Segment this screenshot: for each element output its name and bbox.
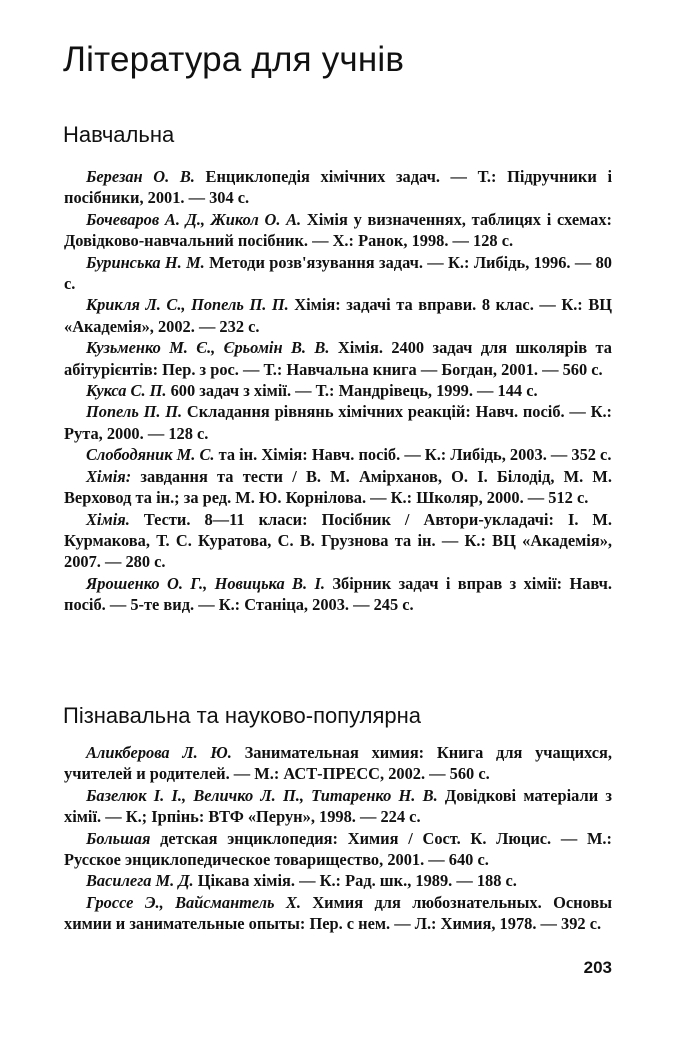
entry-author: Хімія: xyxy=(86,466,132,486)
entry-author: Аликберова Л. Ю. xyxy=(86,743,232,762)
page-title: Література для учнів xyxy=(63,40,405,79)
entry-author: Ярошенко О. Г., Новицька В. І. xyxy=(86,573,325,593)
entry-details: Методи розв'язування задач. — К.: Либідь, 1996. — 80 с. xyxy=(64,252,612,294)
bibliography-entry xyxy=(64,444,612,465)
entry-details: детская энциклопедия: Химия / Сост. К. Люцис. — М.: Русское энциклопедическое товарищество, 2001. — 640 с. xyxy=(64,828,612,870)
entry-author: Слободяник М. С. xyxy=(86,445,215,465)
bibliography-entry xyxy=(64,466,612,509)
bibliography-entry xyxy=(64,742,612,785)
entry-details: Хімія у визначеннях, таблицях і схемах: Довідково-навчальний посібник. — Х.: Ранок, 1998. — 128 с. xyxy=(64,209,612,251)
entry-author: Хімія. xyxy=(86,509,130,529)
entry-details: Збірник задач і вправ з хімії: Навч. посіб. — 5-те вид. — К.: Станіца, 2003. — 245 с. xyxy=(64,573,613,615)
bibliography-entry xyxy=(64,166,612,209)
entry-author: Буринська Н. М. xyxy=(86,252,205,272)
entry-details: Хімія: задачі та вправи. 8 клас. — К.: ВЦ «Академія», 2002. — 232 с. xyxy=(64,295,612,336)
bibliography-entry xyxy=(64,892,612,935)
bibliography-entry xyxy=(64,380,612,401)
entry-details: Химия для любознательных. Основы химии и занимательные опыты: Пер. с нем. — Л.: Химия, 1978. — 392 с. xyxy=(64,892,612,934)
entry-author: Попель П. П. xyxy=(86,402,183,422)
entry-details: Тести. 8—11 класи: Посібник / Автори-укладачі: І. М. Курмакова, Т. С. Куратова, С. В. Грузнова та ін. — К.: ВЦ «Академія», 2007. — 280 с. xyxy=(64,509,612,572)
entry-details: Занимательная химия: Книга для учащихся, учителей и родителей. — М.: АСТ-ПРЕСС, 2002. — 560 с. xyxy=(64,743,612,784)
entry-author: Базелюк І. І., Величко Л. П., Титаренко Н. В. xyxy=(86,785,438,805)
entry-author: Большая xyxy=(86,828,151,848)
entry-details: 600 задач з хімії. — Т.: Мандрівець, 1999. — 144 с. xyxy=(166,381,538,401)
popular-science-bibliography-list xyxy=(64,742,612,935)
entry-details: Енциклопедія хімічних задач. — Т.: Підручники і посібники, 2001. — 304 с. xyxy=(64,167,613,208)
bibliography-entry xyxy=(64,252,612,295)
entry-author: Василега М. Д. xyxy=(86,871,194,891)
page-number: 203 xyxy=(583,958,612,977)
bibliography-entry xyxy=(64,401,612,444)
bibliography-entry xyxy=(64,337,612,380)
entry-author: Крикля Л. С., Попель П. П. xyxy=(86,295,289,315)
bibliography-entry xyxy=(64,573,612,616)
section-title-educational: Навчальна xyxy=(63,122,175,147)
entry-details: завдання та тести / В. М. Амірханов, О. І. Білодід, М. М. Верховод та ін.; за ред. М. Ю. Корнілова. — К.: Школяр, 2000. — 512 с. xyxy=(64,466,612,508)
entry-author: Гроссе Э., Вайсмантель Х. xyxy=(86,892,301,912)
educational-bibliography-list xyxy=(64,166,612,616)
bibliography-entry xyxy=(64,828,612,871)
entry-details: Довідкові матеріали з хімії. — К.; Ірпінь: ВТФ «Перун», 1998. — 224 с. xyxy=(64,785,612,827)
entry-details: Цікава хімія. — К.: Рад. шк., 1989. — 188 с. xyxy=(193,871,517,891)
bibliography-entry xyxy=(64,209,612,252)
bibliography-entry xyxy=(64,870,612,891)
entry-author: Березан О. В. xyxy=(86,167,195,186)
entry-author: Бочеваров А. Д., Жикол О. А. xyxy=(86,209,302,229)
bibliography-entry xyxy=(64,785,612,828)
section-title-popular-science: Пізнавальна та науково-популярна xyxy=(63,703,422,728)
entry-author: Кукса С. П. xyxy=(86,381,167,401)
bibliography-entry xyxy=(64,509,612,573)
entry-details: Хімія. 2400 задач для школярів та абітурієнтів: Пер. з рос. — Т.: Навчальна книга — Богдан, 2001. — 560 с. xyxy=(64,338,612,379)
entry-details: та ін. Хімія: Навч. посіб. — К.: Либідь, 2003. — 352 с. xyxy=(214,445,612,465)
bibliography-entry xyxy=(64,294,612,337)
entry-author: Кузьменко М. Є., Єрьомін В. В. xyxy=(86,338,330,358)
entry-details: Складання рівнянь хімічних реакцій: Навч. посіб. — К.: Рута, 2000. — 128 с. xyxy=(64,402,613,443)
